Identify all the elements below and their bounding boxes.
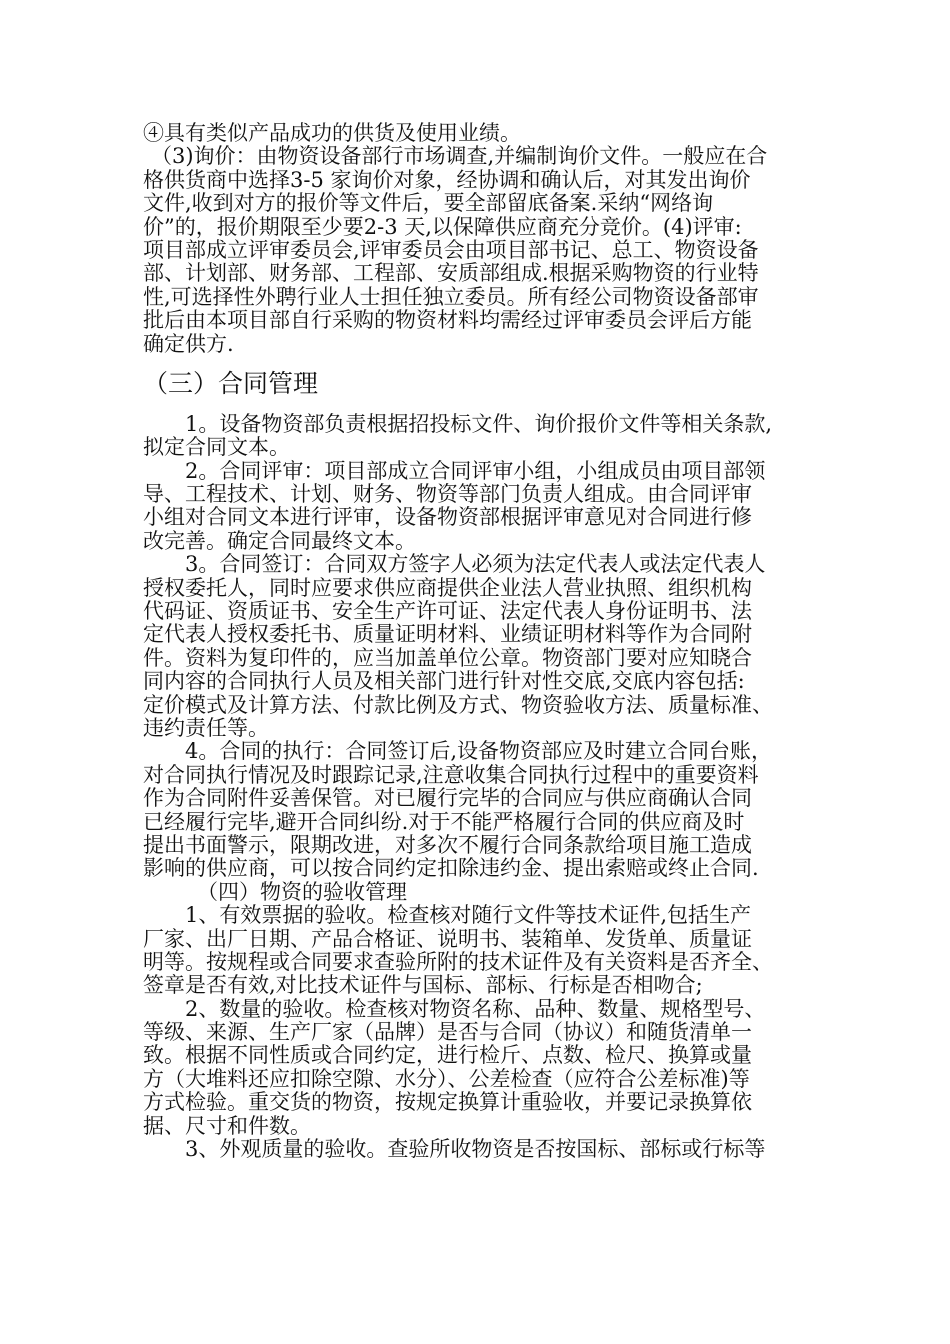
text-line: 明等。按规程或合同要求查验所附的技术证件及有关资料是否齐全、 xyxy=(143,949,773,974)
text-line: 项目部成立评审委员会,评审委员会由项目部书记、总工、物资设备 xyxy=(143,237,759,262)
text-line: 作为合同附件妥善保管。对已履行完毕的合同应与供应商确认合同 xyxy=(143,786,752,811)
text-line: 已经履行完毕,避开合同纠纷.对于不能严格履行合同的供应商及时 xyxy=(143,809,745,834)
text-line: 影响的供应商，可以按合同约定扣除违约金、提出索赔或终止合同. xyxy=(143,856,759,881)
text-line: 代码证、资质证书、安全生产许可证、法定代表人身份证明书、法 xyxy=(143,599,752,624)
text-line: 方式检验。重交货的物资，按规定换算计重验收，并要记录换算依 xyxy=(143,1090,752,1115)
text-line: 1、有效票据的验收。检查核对随行文件等技术证件,包括生产 xyxy=(185,903,752,928)
text-line: 授权委托人，同时应要求供应商提供企业法人营业执照、组织机构 xyxy=(143,575,752,600)
text-line: 据、尺寸和件数。 xyxy=(143,1113,311,1138)
text-line: 定代表人授权委托书、质量证明材料、业绩证明材料等作为合同附 xyxy=(143,622,752,647)
text-line: 文件,收到对方的报价等文件后，要全部留底备案.采纳“网络询 xyxy=(143,191,714,216)
text-line: 3。合同签订：合同双方签字人必须为法定代表人或法定代表人 xyxy=(185,552,766,577)
text-line: 导、工程技术、计划、财务、物资等部门负责人组成。由合同评审 xyxy=(143,482,752,507)
text-line: 提出书面警示，限期改进，对多次不履行合同条款给项目施工造成 xyxy=(143,832,752,857)
text-line: 违约责任等。 xyxy=(143,715,269,740)
text-line: 签章是否有效,对比技术证件与国标、部标、行标是否相吻合; xyxy=(143,973,703,998)
text-line: 拟定合同文本。 xyxy=(143,435,290,460)
text-line: 批后由本项目部自行采购的物资材料均需经过评审委员会评后方能 xyxy=(143,308,752,333)
text-line: 2、数量的验收。检查核对物资名称、品种、数量、规格型号、 xyxy=(185,996,766,1021)
text-line: 改完善。确定合同最终文本。 xyxy=(143,528,416,553)
text-line: 2。合同评审：项目部成立合同评审小组，小组成员由项目部领 xyxy=(185,458,766,483)
text-line: 小组对合同文本进行评审，设备物资部根据评审意见对合同进行修 xyxy=(143,505,752,530)
section-heading-contract-management: （三）合同管理 xyxy=(143,368,319,398)
text-line: 格供货商中选择3-5 家询价对象，经协调和确认后，对其发出询价 xyxy=(143,167,751,192)
text-line: 件。资料为复印件的，应当加盖单位公章。物资部门要对应知晓合 xyxy=(143,645,752,670)
text-line: ④具有类似产品成功的供货及使用业绩。 xyxy=(143,121,521,145)
text-line: 1。设备物资部负责根据招投标文件、询价报价文件等相关条款, xyxy=(185,411,773,436)
text-line: 定价模式及计算方法、付款比例及方式、物资验收方法、质量标准、 xyxy=(143,692,773,717)
text-line: 致。根据不同性质或合同约定，进行检斤、点数、检尺、换算或量 xyxy=(143,1043,752,1068)
text-line: 对合同执行情况及时跟踪记录,注意收集合同执行过程中的重要资料 xyxy=(143,762,759,787)
text-line: 等级、来源、生产厂家（品牌）是否与合同（协议）和随货清单一 xyxy=(143,1020,752,1045)
text-line: 确定供方. xyxy=(143,331,234,356)
text-line: 价”的，报价期限至少要2-3 天,以保障供应商充分竞价。(4)评审: xyxy=(143,214,742,239)
text-line: 同内容的合同执行人员及相关部门进行针对性交底,交底内容包括: xyxy=(143,669,745,694)
text-line: 方（大堆料还应扣除空隙、水分）、公差检查（应符合公差标准)等 xyxy=(143,1066,750,1091)
section-heading-material-acceptance: （四）物资的验收管理 xyxy=(197,879,407,904)
text-line: 厂家、出厂日期、产品合格证、说明书、装箱单、发货单、质量证 xyxy=(143,926,752,951)
text-line: 3、外观质量的验收。查验所收物资是否按国标、部标或行标等 xyxy=(185,1137,766,1162)
text-line: 性,可选择性外聘行业人士担任独立委员。所有经公司物资设备部审 xyxy=(143,284,759,309)
document-page xyxy=(143,122,811,1161)
text-line: 部、计划部、财务部、工程部、安质部组成.根据采购物资的行业特 xyxy=(143,261,759,286)
text-line: （3)询价：由物资设备部行市场调查,并编制询价文件。一般应在合 xyxy=(151,144,768,169)
text-line: 4。合同的执行：合同签订后,设备物资部应及时建立合同台账， xyxy=(185,739,773,764)
